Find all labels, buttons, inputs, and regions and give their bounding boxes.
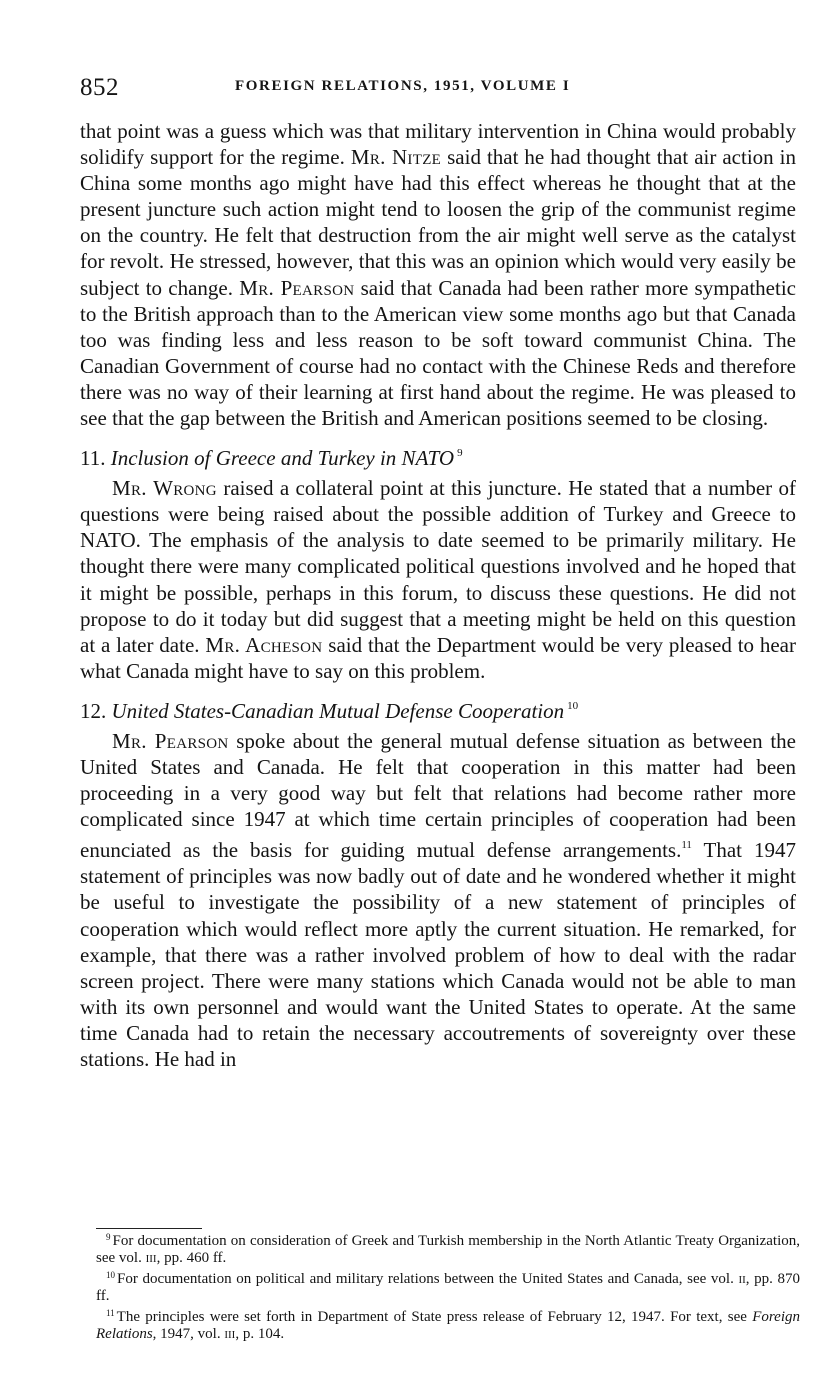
paragraph-intro (80, 118, 796, 431)
text-run: said that Canada had been rather more sympathetic to the British approach than to the American view some months ago but that Canada too was finding less and less reason to be soft toward communist China. The Canadian Government of course had no contact with the Chinese Reds and therefore there was no way of their learning at first hand about the regime. He was pleased to see that the gap between the British and American positions seemed to be closing. (80, 275, 796, 431)
section-heading-11 (80, 440, 796, 471)
footnote-9 (96, 1229, 800, 1267)
volume-number: iii (224, 1326, 236, 1342)
section-title: United States-Canadian Mutual Defense Cooperation (111, 698, 565, 723)
footnote-11 (96, 1305, 800, 1343)
footnote-text: , 1947, vol. (152, 1326, 225, 1342)
section-number: 11. (80, 446, 106, 471)
speaker-name: Mr. Pearson (239, 275, 355, 300)
footnote-text: For documentation on political and military relations between the United States and Canada, see vol. (117, 1271, 739, 1287)
footnote-text: The principles were set forth in Department of State press release of February 12, 1947. For text, see (116, 1309, 753, 1325)
text-run: spoke about the general mutual defense situation as between the United States and Canada. He felt that cooperation in this matter had been proceeding in a very good way but felt that relations had become rather more complicated since 1947 at which time certain principles of cooperation had been enunciated as the basis for guiding mutual defense arrangements. (80, 728, 796, 863)
footnote-text: , pp. 460 ff. (156, 1250, 227, 1266)
text-run: said that the Department would be very pleased to hear what Canada might have to say on this problem. (80, 632, 796, 683)
footnote-number: 10 (106, 1270, 115, 1280)
footnote-number: 9 (106, 1232, 111, 1242)
footnote-reference: 11 (681, 839, 692, 852)
section-heading-12 (80, 693, 796, 724)
footnote-number: 11 (106, 1308, 115, 1318)
footnote-10 (96, 1267, 800, 1305)
footnote-reference: 9 (457, 447, 463, 460)
footnote-text: , p. 104. (235, 1326, 285, 1342)
text-run: said that he had thought that air action in China some months ago might have had this effect whereas he thought that at the present juncture such action might tend to loosen the grip of the communist regime on the country. He felt that destruction from the air might well serve as the catalyst for revolt. He stressed, however, that this was an opinion which would very easily be subject to change. (80, 145, 796, 300)
paragraph-section-12 (80, 728, 796, 1072)
footnote-text: For documentation on consideration of Greek and Turkish membership in the North Atlantic Treaty Organization, see vol. (96, 1233, 800, 1266)
running-header (80, 74, 800, 108)
volume-number: ii (738, 1271, 746, 1287)
volume-number: iii (145, 1250, 157, 1266)
footnote-text: , pp. 870 ff. (96, 1271, 801, 1304)
text-run: raised a collateral point at this juncture. He stated that a number of questions were being raised about the possible addition of Turkey and Greece to NATO. The emphasis of the analysis to date seemed to be primarily military. He thought there were many complicated political questions involved and he hoped that it might be possible, perhaps in this forum, to discuss these questions. He did not propose to do it today but did suggest that a meeting might be held on this question at a later date. (80, 476, 797, 657)
footnotes (96, 1229, 800, 1343)
publication-title: Foreign Relations (96, 1309, 800, 1342)
section-title: Inclusion of Greece and Turkey in NATO (110, 446, 455, 471)
footnote-reference: 10 (567, 699, 579, 712)
speaker-name: Mr. Acheson (205, 632, 323, 657)
body-text (80, 118, 796, 1072)
section-number: 12. (80, 698, 107, 723)
page-number: 852 (80, 74, 119, 101)
speaker-name: Mr. Nitze (350, 145, 442, 170)
running-title: FOREIGN RELATIONS, 1951, VOLUME I (235, 78, 571, 94)
text-run: that point was a guess which was that military intervention in China would probably solidify support for the regime. (80, 119, 796, 170)
paragraph-section-11 (80, 475, 796, 684)
speaker-name: Mr. Wrong (112, 476, 217, 501)
speaker-name: Mr. Pearson (112, 728, 229, 753)
text-run: That 1947 statement of principles was now badly out of date and he wondered whether it might be useful to investigate the possibility of a new statement of principles of cooperation which would reflect more aptly the current situation. He remarked, for example, that there was a rather involved problem of how to deal with the radar screen project. There were many stations which Canada would not be able to man with its own personnel and would want the United States to operate. At the same time Canada had to retain the necessary accoutrements of sovereignty over these stations. He had in (80, 838, 796, 1071)
